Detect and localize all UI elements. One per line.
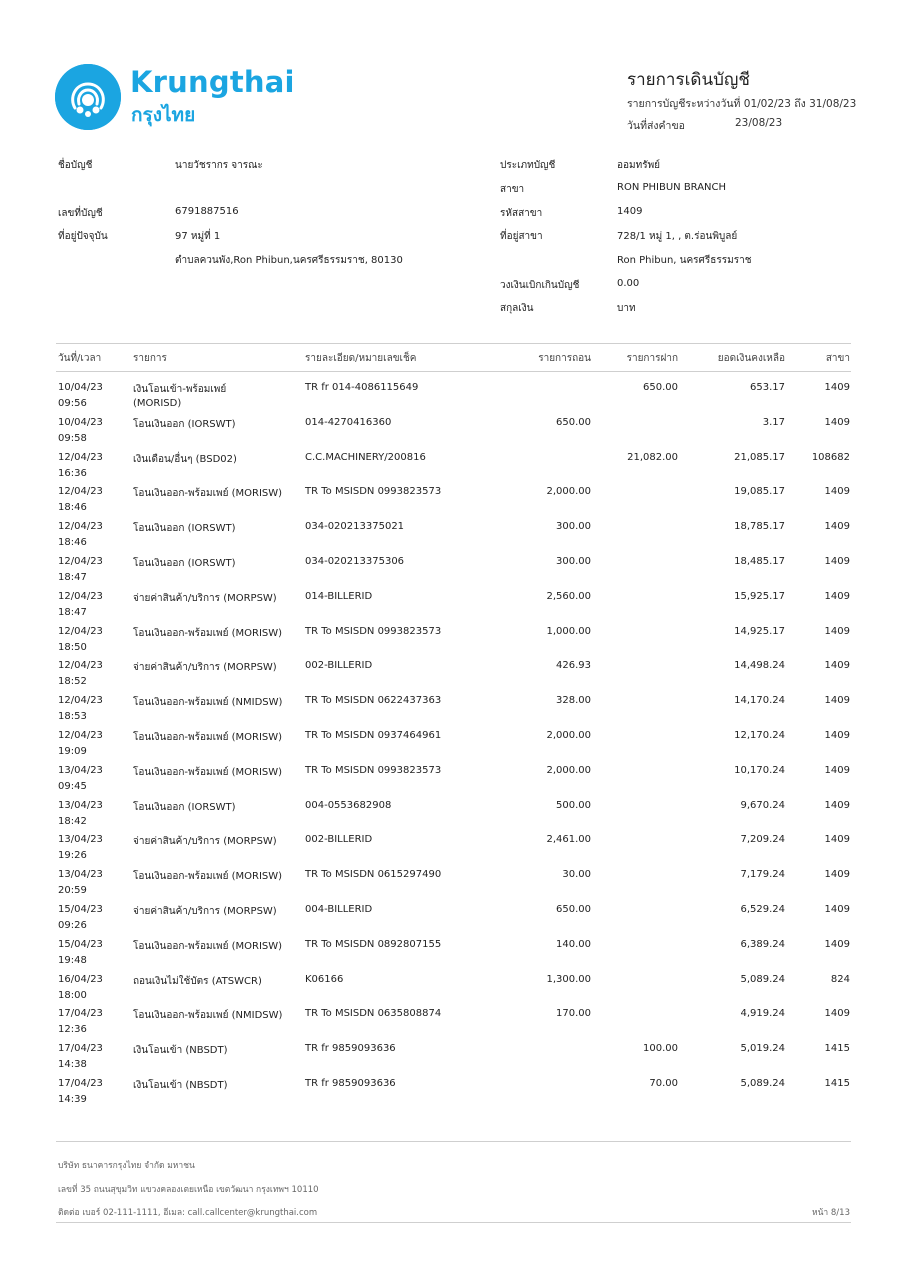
cell-withdraw: 170.00 xyxy=(556,1008,591,1019)
cell-detail: TR fr 9859093636 xyxy=(305,1078,396,1089)
cell-branch: 1409 xyxy=(824,765,850,776)
cell-branch: 1409 xyxy=(824,1008,850,1019)
cell-detail: TR To MSISDN 0993823573 xyxy=(305,626,442,637)
cell-withdraw: 650.00 xyxy=(556,904,591,915)
cell-date: 15/04/23 xyxy=(58,904,103,915)
cell-detail: TR To MSISDN 0615297490 xyxy=(305,869,442,880)
cell-withdraw: 328.00 xyxy=(556,695,591,706)
cell-time: 18:53 xyxy=(58,711,87,722)
branch-code: 1409 xyxy=(617,206,643,217)
cell-balance: 12,170.24 xyxy=(734,730,785,741)
cell-date: 16/04/23 xyxy=(58,974,103,985)
period-from: 01/02/23 xyxy=(743,98,791,110)
cell-deposit: 70.00 xyxy=(649,1078,678,1089)
cell-balance: 4,919.24 xyxy=(740,1008,785,1019)
cell-withdraw: 650.00 xyxy=(556,417,591,428)
cell-time: 18:46 xyxy=(58,502,87,513)
request-date: 23/08/23 xyxy=(735,117,783,129)
cell-time: 19:09 xyxy=(58,746,87,757)
cell-detail: TR To MSISDN 0635808874 xyxy=(305,1008,442,1019)
cell-branch: 1409 xyxy=(824,869,850,880)
cell-detail: TR fr 014-4086115649 xyxy=(305,382,419,393)
cell-item: โอนเงินออก-พร้อมเพย์ (MORISW) xyxy=(133,871,283,882)
cell-branch: 1409 xyxy=(824,730,850,741)
statement-period xyxy=(627,95,856,112)
cell-date: 12/04/23 xyxy=(58,486,103,497)
cell-date: 17/04/23 xyxy=(58,1008,103,1019)
address-label: ที่อยู่ปัจจุบัน xyxy=(58,231,108,242)
cell-item-continued: (MORISD) xyxy=(133,398,182,409)
cell-date: 12/04/23 xyxy=(58,626,103,637)
cell-time: 20:59 xyxy=(58,885,87,896)
cell-balance: 21,085.17 xyxy=(734,452,785,463)
footer-top-divider xyxy=(56,1141,851,1142)
cell-branch: 1415 xyxy=(824,1078,850,1089)
cell-time: 18:47 xyxy=(58,607,87,618)
cell-branch: 1409 xyxy=(824,486,850,497)
cell-item: โอนเงินออก-พร้อมเพย์ (MORISW) xyxy=(133,941,283,952)
cell-branch: 1409 xyxy=(824,800,850,811)
cell-date: 12/04/23 xyxy=(58,730,103,741)
cell-withdraw: 300.00 xyxy=(556,521,591,532)
brand-name-en: Krungthai xyxy=(130,65,295,99)
footer-page-number: หน้า 8/13 xyxy=(812,1208,850,1218)
cell-withdraw: 300.00 xyxy=(556,556,591,567)
cell-date: 15/04/23 xyxy=(58,939,103,950)
document-title: รายการเดินบัญชี xyxy=(627,70,750,90)
cell-detail: 014-BILLERID xyxy=(305,591,373,602)
cell-withdraw: 30.00 xyxy=(562,869,591,880)
cell-item: โอนเงินออก-พร้อมเพย์ (MORISW) xyxy=(133,628,283,639)
cell-time: 16:36 xyxy=(58,468,87,479)
cell-time: 18:52 xyxy=(58,676,87,687)
cell-item: จ่ายค่าสินค้า/บริการ (MORPSW) xyxy=(133,593,277,604)
cell-item: จ่ายค่าสินค้า/บริการ (MORPSW) xyxy=(133,662,277,673)
footer-contact: ติดต่อ เบอร์ 02-111-1111, อีเมล: call.callcenter@krungthai.com xyxy=(58,1208,318,1218)
account-name: นายวัชรากร จารณะ xyxy=(175,160,263,171)
cell-date: 17/04/23 xyxy=(58,1078,103,1089)
header-withdraw: รายการถอน xyxy=(538,353,591,364)
cell-time: 18:46 xyxy=(58,537,87,548)
cell-date: 10/04/23 xyxy=(58,382,103,393)
cell-item: ถอนเงินไม่ใช้บัตร (ATSWCR) xyxy=(133,976,262,987)
cell-detail: 004-0553682908 xyxy=(305,800,392,811)
footer-address: เลขที่ 35 ถนนสุขุมวิท แขวงคลองเตยเหนือ เขตวัฒนา กรุงเทพฯ 10110 xyxy=(58,1185,319,1195)
cell-withdraw: 2,000.00 xyxy=(546,765,591,776)
cell-item: โอนเงินออก (IORSWT) xyxy=(133,523,236,534)
cell-time: 19:48 xyxy=(58,955,87,966)
cell-date: 10/04/23 xyxy=(58,417,103,428)
cell-time: 09:58 xyxy=(58,433,87,444)
header-deposit: รายการฝาก xyxy=(626,353,678,364)
cell-detail: 034-020213375021 xyxy=(305,521,405,532)
cell-balance: 19,085.17 xyxy=(734,486,785,497)
cell-item: เงินเดือน/อื่นๆ (BSD02) xyxy=(133,454,237,465)
cell-deposit: 650.00 xyxy=(643,382,678,393)
cell-detail: TR To MSISDN 0937464961 xyxy=(305,730,442,741)
cell-date: 12/04/23 xyxy=(58,452,103,463)
cell-date: 13/04/23 xyxy=(58,834,103,845)
brand-name-th: กรุงไทย xyxy=(131,104,196,126)
header-detail: รายละเอียด/หมายเลขเช็ค xyxy=(305,353,417,364)
cell-detail: 002-BILLERID xyxy=(305,660,373,671)
cell-branch: 1409 xyxy=(824,591,850,602)
cell-balance: 10,170.24 xyxy=(734,765,785,776)
cell-time: 09:26 xyxy=(58,920,87,931)
header-balance: ยอดเงินคงเหลือ xyxy=(717,353,785,364)
cell-withdraw: 2,461.00 xyxy=(546,834,591,845)
cell-balance: 6,389.24 xyxy=(740,939,785,950)
cell-branch: 1415 xyxy=(824,1043,850,1054)
cell-withdraw: 426.93 xyxy=(556,660,591,671)
cell-branch: 1409 xyxy=(824,834,850,845)
cell-detail: C.C.MACHINERY/200816 xyxy=(305,452,426,463)
cell-withdraw: 2,000.00 xyxy=(546,486,591,497)
account-type-label: ประเภทบัญชี xyxy=(500,160,556,171)
branch-address-line1: 728/1 หมู่ 1, , ต.ร่อนพิบูลย์ xyxy=(617,231,738,242)
branch-code-label: รหัสสาขา xyxy=(500,208,543,219)
cell-balance: 653.17 xyxy=(750,382,785,393)
cell-item: โอนเงินออก (IORSWT) xyxy=(133,802,236,813)
cell-branch: 824 xyxy=(830,974,850,985)
cell-time: 18:50 xyxy=(58,642,87,653)
cell-time: 18:00 xyxy=(58,990,87,1001)
cell-detail: TR fr 9859093636 xyxy=(305,1043,396,1054)
cell-balance: 5,089.24 xyxy=(740,974,785,985)
cell-date: 12/04/23 xyxy=(58,660,103,671)
cell-branch: 1409 xyxy=(824,521,850,532)
cell-item: โอนเงินออก-พร้อมเพย์ (NMIDSW) xyxy=(133,697,283,708)
branch-address-label: ที่อยู่สาขา xyxy=(500,231,543,242)
cell-balance: 6,529.24 xyxy=(740,904,785,915)
cell-detail: 014-4270416360 xyxy=(305,417,392,428)
cell-balance: 15,925.17 xyxy=(734,591,785,602)
cell-branch: 1409 xyxy=(824,417,850,428)
cell-time: 14:38 xyxy=(58,1059,87,1070)
cell-date: 13/04/23 xyxy=(58,869,103,880)
cell-time: 09:56 xyxy=(58,398,87,409)
cell-item: เงินโอนเข้า-พร้อมเพย์ xyxy=(133,384,227,395)
cell-detail: TR To MSISDN 0993823573 xyxy=(305,486,442,497)
period-label: รายการบัญชีระหว่างวันที่ xyxy=(627,98,741,110)
cell-item: เงินโอนเข้า (NBSDT) xyxy=(133,1080,228,1091)
cell-date: 13/04/23 xyxy=(58,765,103,776)
table-top-divider xyxy=(56,343,851,344)
cell-branch: 1409 xyxy=(824,695,850,706)
cell-detail: TR To MSISDN 0892807155 xyxy=(305,939,442,950)
cell-date: 12/04/23 xyxy=(58,521,103,532)
cell-balance: 14,498.24 xyxy=(734,660,785,671)
overdraft-label: วงเงินเบิกเกินบัญชี xyxy=(500,280,580,291)
address-line1: 97 หมู่ที่ 1 xyxy=(175,231,221,242)
currency-label: สกุลเงิน xyxy=(500,303,534,314)
cell-detail: 004-BILLERID xyxy=(305,904,373,915)
cell-item: เงินโอนเข้า (NBSDT) xyxy=(133,1045,228,1056)
cell-branch: 1409 xyxy=(824,556,850,567)
account-number: 6791887516 xyxy=(175,206,239,217)
cell-time: 14:39 xyxy=(58,1094,87,1105)
cell-detail: 034-020213375306 xyxy=(305,556,405,567)
currency-value: บาท xyxy=(617,303,636,314)
cell-branch: 108682 xyxy=(811,452,850,463)
cell-item: โอนเงินออก-พร้อมเพย์ (MORISW) xyxy=(133,767,283,778)
footer-bottom-divider xyxy=(56,1222,851,1223)
cell-withdraw: 500.00 xyxy=(556,800,591,811)
cell-date: 13/04/23 xyxy=(58,800,103,811)
cell-balance: 5,089.24 xyxy=(740,1078,785,1089)
cell-detail: TR To MSISDN 0622437363 xyxy=(305,695,442,706)
cell-branch: 1409 xyxy=(824,626,850,637)
cell-item: โอนเงินออก-พร้อมเพย์ (MORISW) xyxy=(133,732,283,743)
cell-balance: 9,670.24 xyxy=(740,800,785,811)
cell-date: 12/04/23 xyxy=(58,695,103,706)
period-to: 31/08/23 xyxy=(809,98,857,110)
cell-item: จ่ายค่าสินค้า/บริการ (MORPSW) xyxy=(133,906,277,917)
cell-balance: 3.17 xyxy=(762,417,785,428)
cell-withdraw: 2,000.00 xyxy=(546,730,591,741)
cell-withdraw: 140.00 xyxy=(556,939,591,950)
cell-item: โอนเงินออก-พร้อมเพย์ (NMIDSW) xyxy=(133,1010,283,1021)
account-name-label: ชื่อบัญชี xyxy=(58,160,93,171)
cell-date: 12/04/23 xyxy=(58,556,103,567)
cell-balance: 14,925.17 xyxy=(734,626,785,637)
account-type: ออมทรัพย์ xyxy=(617,160,661,171)
cell-time: 18:47 xyxy=(58,572,87,583)
address-line2: ตำบลควนพัง,Ron Phibun,นครศรีธรรมราช, 80130 xyxy=(175,255,403,266)
cell-withdraw: 2,560.00 xyxy=(546,591,591,602)
cell-branch: 1409 xyxy=(824,660,850,671)
footer-company: บริษัท ธนาคารกรุงไทย จำกัด มหาชน xyxy=(58,1161,195,1171)
cell-time: 19:26 xyxy=(58,850,87,861)
cell-branch: 1409 xyxy=(824,939,850,950)
cell-branch: 1409 xyxy=(824,382,850,393)
krungthai-logo-icon xyxy=(55,64,121,130)
overdraft-value: 0.00 xyxy=(617,278,640,289)
cell-deposit: 21,082.00 xyxy=(627,452,678,463)
cell-withdraw: 1,300.00 xyxy=(546,974,591,985)
cell-balance: 14,170.24 xyxy=(734,695,785,706)
branch-label: สาขา xyxy=(500,184,525,195)
branch-name: RON PHIBUN BRANCH xyxy=(617,182,727,193)
cell-branch: 1409 xyxy=(824,904,850,915)
cell-item: โอนเงินออก-พร้อมเพย์ (MORISW) xyxy=(133,488,283,499)
cell-time: 18:42 xyxy=(58,816,87,827)
cell-item: โอนเงินออก (IORSWT) xyxy=(133,558,236,569)
cell-detail: 002-BILLERID xyxy=(305,834,373,845)
cell-balance: 18,485.17 xyxy=(734,556,785,567)
cell-detail: K06166 xyxy=(305,974,344,985)
header-item: รายการ xyxy=(133,353,167,364)
cell-balance: 7,209.24 xyxy=(740,834,785,845)
header-branch: สาขา xyxy=(825,353,850,364)
cell-date: 12/04/23 xyxy=(58,591,103,602)
cell-date: 17/04/23 xyxy=(58,1043,103,1054)
cell-balance: 5,019.24 xyxy=(740,1043,785,1054)
period-to-word: ถึง xyxy=(794,98,806,110)
cell-item: โอนเงินออก (IORSWT) xyxy=(133,419,236,430)
cell-item: จ่ายค่าสินค้า/บริการ (MORPSW) xyxy=(133,836,277,847)
cell-balance: 18,785.17 xyxy=(734,521,785,532)
request-date-label: วันที่ส่งคำขอ xyxy=(627,120,685,132)
cell-deposit: 100.00 xyxy=(643,1043,678,1054)
cell-balance: 7,179.24 xyxy=(740,869,785,880)
cell-detail: TR To MSISDN 0993823573 xyxy=(305,765,442,776)
cell-time: 12:36 xyxy=(58,1024,87,1035)
branch-address-line2: Ron Phibun, นครศรีธรรมราช xyxy=(617,255,752,266)
header-datetime: วันที่/เวลา xyxy=(58,353,102,364)
table-header-divider xyxy=(56,371,851,372)
account-number-label: เลขที่บัญชี xyxy=(58,208,103,219)
cell-withdraw: 1,000.00 xyxy=(546,626,591,637)
cell-time: 09:45 xyxy=(58,781,87,792)
